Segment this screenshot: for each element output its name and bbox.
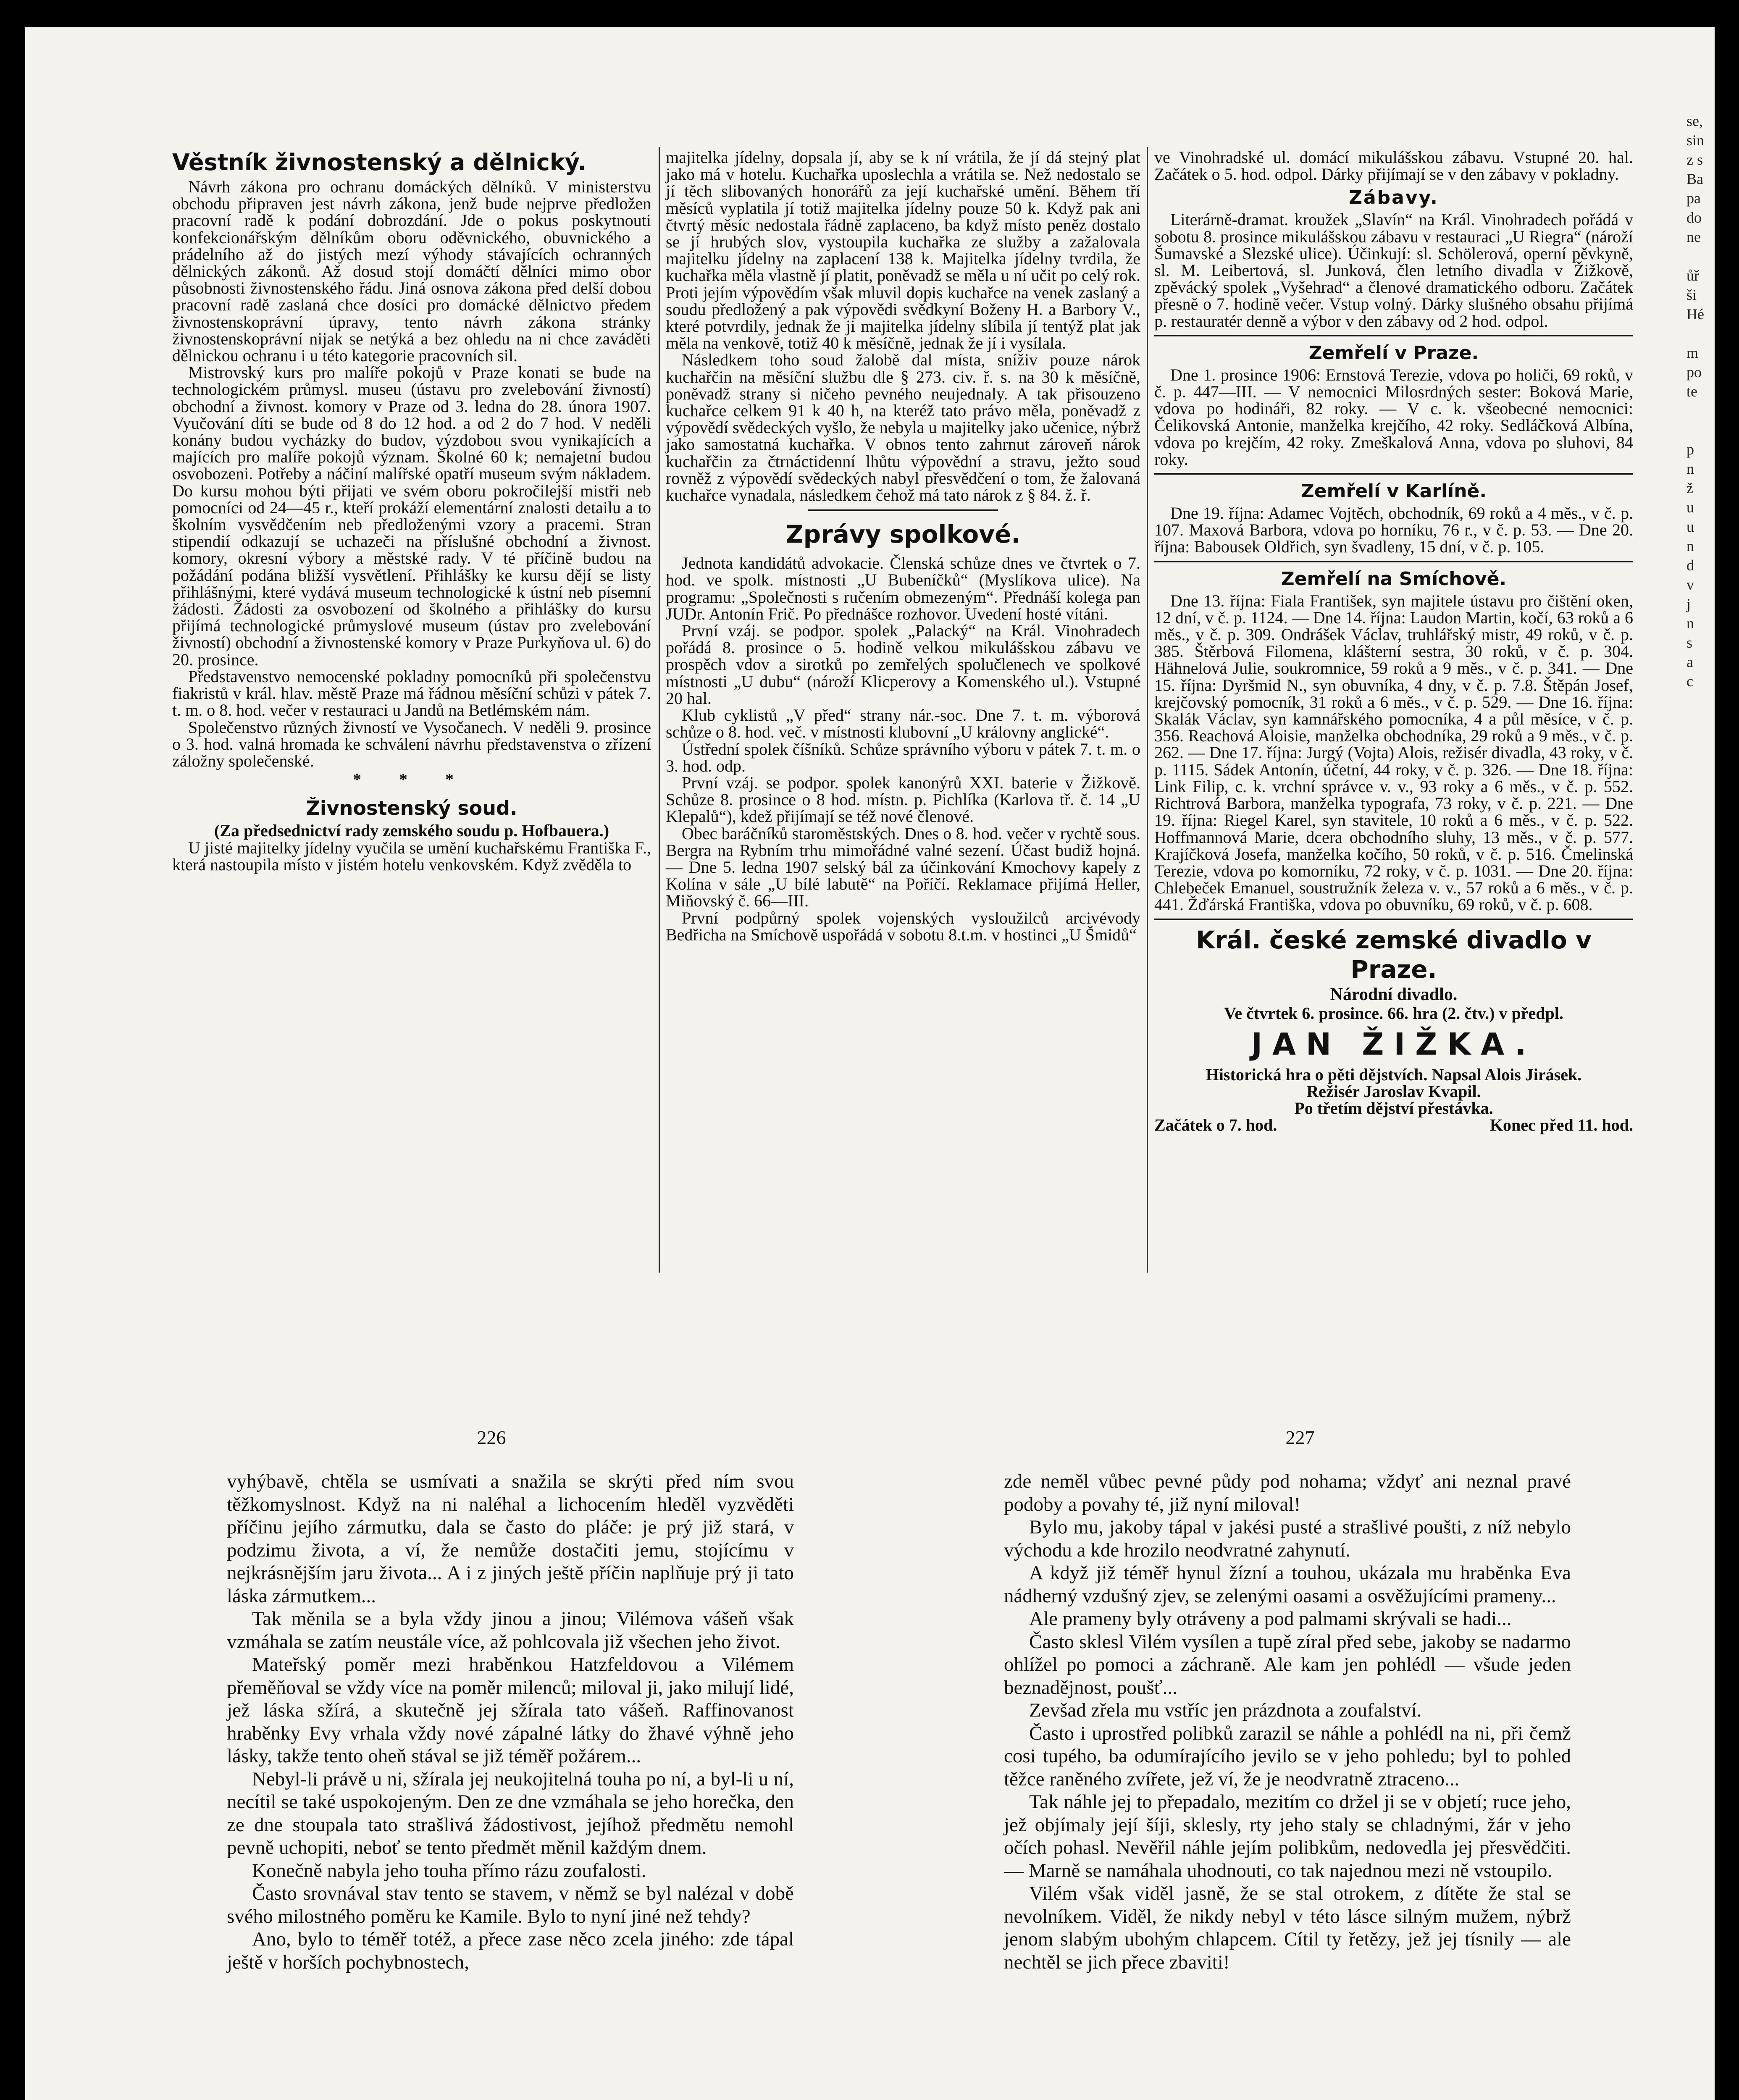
novel-left-paragraph: Nebyl-li právě u ni, sžírala jej neukojitelná touha po ní, a byl-li u ní, necítil se také uspokojeným. Den ze dne vzmáhala se jeho horečka, den ze dne stoupala tato strašlivá žádostivost, jejíhož předmětu nemohl pevně uchopiti, neboť se tento předmět měnil každým dnem. [227,1768,794,1858]
edge-fragment: n [1686,538,1694,554]
club-item-5: První vzáj. se podpor. spolek kanonýrů XXI. baterie v Žižkově. Schůze 8. prosince o 8 hod. místn. p. Pichlíka (Karlova tř. č. 14 „U Klepalů“), kdež přijímají se též nové členové. [666,773,1140,826]
edge-fragment: u [1686,518,1694,535]
edge-fragment: Hé [1686,306,1704,323]
section-heading-soud: Živnostenský soud. [306,797,517,820]
edge-fragment: ž [1686,480,1693,496]
edge-fragment: sin [1686,132,1705,149]
column-2 [666,149,1140,943]
novel-right-paragraph: Zevšad zřela mu vstříc jen prázdnota a zoufalství. [1029,1699,1422,1721]
edge-fragment: Ba [1686,171,1703,187]
novel-right-paragraph: Vilém však viděl jasně, že se stal otrokem, z dítěte že stal se nevolníkem. Viděl, že nikdy nebyl v této lásce silným mužem, nýbrž jenom slabým ubohým chlapcem. Cítil ty řetězy, jež jej tísnily — ale nechtěl se jich přece zbaviti! [1004,1882,1571,1973]
column-3 [1154,149,1633,1134]
club-item-7-continued: ve Vinohradské ul. domácí mikulášskou zábavu. Vstupné 20. hal. Začátek o 5. hod. odpol. Dárky přijímají se v den zábavy v pokladny. [1154,148,1633,184]
article-predstavenstvo: Představenstvo nemocenské pokladny pomocníků při společenstvu fiakristů v král. hlav. městě Praze má řádnou měsíční schůzi v pátek 7. t. m. o 8. hod. večer v restauraci u Jandů na Betlémském nám. [172,667,651,720]
novel-page-left [227,1470,794,1974]
edge-fragment: n [1686,615,1694,632]
section-heading-vestnik: Věstník živnostenský a dělnický. [172,149,586,176]
edge-fragment: j [1686,596,1691,612]
edge-fragment: m [1686,344,1699,361]
section-rule [1154,473,1633,475]
novel-right-paragraph: zde neměl vůbec pevné půdy pod nohama; vždyť ani neznal pravé podoby a povahy té, již nyní miloval! [1004,1470,1571,1515]
edge-fragment: ůř [1686,267,1699,284]
edge-fragment: ne [1686,228,1701,245]
deaths-praha-text: Dne 1. prosince 1906: Ernstová Terezie, vdova po holiči, 69 roků, v č. p. 447—III. — V nemocnici Milosrdných sester: Boková Marie, vdova po hodináři, 82 roky. — V c. k. všeobecné nemocnici: Čelikovská Antonie, manželka krejčího, 42 roky. Sedláčková Albína, vdova po krejčím, 42 roky. Zmeškalová Anna, vdova po sluhovi, 84 roky. [1154,365,1633,469]
section-heading-zemreli-praha: Zemřelí v Praze. [1308,342,1479,364]
section-heading-zpravy-spolkove: Zprávy spolkové. [785,520,1021,549]
theatre-date: Ve čtvrtek 6. prosince. 66. hra (2. čtv.) v předpl. [1224,1003,1563,1023]
club-item-4: Ústřední spolek číšníků. Schůze správního výboru v pátek 7. t. m. o 3. hod. odp. [666,739,1140,775]
novel-left-paragraph: Často srovnával stav tento se stavem, v němž se byl nalézal v době svého milostného poměru ke Kamile. Bylo to nyní jiné než tehdy? [227,1882,794,1927]
edge-fragment [1686,401,1715,420]
edge-fragment [1686,247,1715,266]
section-stars: * * * [353,770,470,789]
club-item-6: Obec baráčníků staroměstských. Dnes o 8. hod. večer v rychtě sous. Bergra na Rybním trhu mimořádné valné sezení. Účast budiž hojná. — Dne 5. ledna 1907 selský bál za účinkování Kmochovy kapely z Kolína v sále „U bílé labutě“ na Poříčí. Reklamace přijímá Heller, Miňovský č. 66—III. [666,824,1140,911]
edge-fragment [1686,420,1715,440]
column-1 [172,149,651,873]
edge-fragment: z s [1686,151,1703,168]
edge-fragment: u [1686,499,1694,516]
section-heading-zabavy: Zábavy. [1349,187,1439,209]
play-end: Konec před 11. hod. [1489,1116,1633,1135]
play-times [1154,1117,1633,1134]
zabavy-text: Literárně-dramat. kroužek „Slavín“ na Král. Vinohradech pořádá v sobotu 8. prosince mikulášskou zábavu v restauraci „U Riegra“ (nároží Šumavské a Slezské ulice). Účinkují: sl. Schölerová, operní pěvkyně, sl. M. Leibertová, sl. Junková, člen letního divadla v Žižkově, zpěvácký spolek „Vyšehrad“ a členové dramatického odboru. Začátek přesně o 7. hodině večer. Vstup volný. Dárky slušného obsahu přijímá p. restauratér denně a výbor v den zábavy od 2 hod. odpol. [1154,210,1633,331]
edge-fragment: te [1686,383,1697,400]
edge-fragment: d [1686,557,1694,574]
adjacent-page-edge [1686,111,1715,690]
play-title: JAN ŽIŽKA. [1251,1026,1537,1062]
section-heading-zemreli-karlin: Zemřelí v Karlíně. [1300,480,1487,502]
court-verdict: Následkem toho soud žalobě dal místa, sníživ pouze nárok kuchařčin na měsíční službu dle § 273. civ. ř. s. na 30 k měsíčně, poněvadž strany si ničeho pevného neujednaly. A tak přisouzeno kuchařce celkem 91 k 40 h, na kteréž tato právo měla, poněvadž z výpovědí svědeckých vyšlo, že nebyla u majitelky jako učenice, nýbrž jako samostatná kuchařka. V obnos tento zahrnut zároveň nárok kuchařčin za čtrnáctidenní lhůtu výpovědní a stravu, ježto soud rovněž z výpovědí svědeckých nabyl přesvědčení o tom, že žalovaná kuchařce vynadala, následkem čehož má tato nárok z § 84. ž. ř. [666,350,1140,505]
theatre-subtitle: Národní divadlo. [1330,984,1458,1004]
edge-fragment: p [1686,441,1694,458]
novel-right-paragraph: Ale prameny byly otráveny a pod palmami skrývali se hadi... [1029,1608,1512,1630]
court-subtitle: (Za předsednictví rady zemského soudu p. Hofbauera.) [214,821,609,840]
edge-fragment [1686,324,1715,343]
edge-fragment: v [1686,576,1694,593]
article-mistrovsky-kurs: Mistrovský kurs pro malíře pokojů v Praze konati se bude na technologickém průmysl. museu (ústavu pro zvelebování živností) obchodní a živnost. komory v Praze od 3. ledna do 28. února 1907. Vyučování díti se bude od 8 do 12 hod. a od 2 do 7 hod. V neděli konány budou vycházky do budov, výzdobou svou vynikajících a majících pro malíře pokojů význam. Školné 60 k; nemajetní budou osvobozeni. Potřeby a náčiní malířské opatří museum svým nákladem. Do kursu mohou býti přijati ve svém oboru pokročilejší mistři neb pomocníci od 24—45 r., kteří prokáží elementární znalosti detailu a to školním vysvědčením neb předloženými vzory a pracemi. Stran stipendií odkazují se uchazeči na příslušné obchodní a živnost. komory, okresní výbory a městské rady. V té příčině budou na požádání podána bližší vysvětlení. Přihlášky ke kursu dějí se listy přihlášnými, které vydává museum technologické k ústní neb písemní žádosti. Žádosti za osvobození od školného a přihlášky do kursu přijímá technologické průmyslové museum (ústav pro zvelebování živností) obchodní a živnostenské komory v Praze Purkyňova ul. 6) do 20. prosince. [172,363,651,669]
play-intermission: Po třetím dějství přestávka. [1294,1099,1493,1118]
novel-left-paragraph: Mateřský poměr mezi hraběnkou Hatzfeldovou a Vilémem přeměňoval se vždy více na poměr milenců; miloval ji, jako milují lidé, jež láska sžírá, a skutečně jej sžírala tato vášeň. Raffinovanost hraběnky Evy vrhala vždy nové zápalné látky do žhavé výhně jeho lásky, takže tento oheň stával se již téměř požárem... [227,1654,794,1767]
section-rule [1154,561,1633,562]
edge-fragment: do [1686,209,1702,226]
court-text-continued: majitelka jídelny, dopsala jí, aby se k ní vrátila, že jí dá stejný plat jako má v hotelu. Kuchařka uposlechla a vrátila se. Než nedostalo se jí těch slibovaných honorářů za její kuchařské umění. Během tří měsíců vyplatila jí totiž majitelka jídelny pouze 50 k. Když pak ani čtvrtý měsíc nedostala řádně zaplaceno, ba když místo peněz dostalo se jí hrubých slov, vystoupila kuchařka ze služby a zažalovala majitelku jídelny na zaplacení 138 k. Majitelka jídelny tvrdila, že kuchařka měla vlastně jí platit, poněvadž se měla u ní učit po celý rok. Proti jejím výpovědím však mluvil dopis kuchařce na venek zaslaný a soudu předložený a pak výpovědi svědkyní Boženy H. a Barbory V., které potvrdily, jednak že ji majitelka jídelny slíbila jí tentýž plat jak měla na venkově, totiž 40 k měsíčně, jednak že jí i vysílala. [666,148,1140,353]
scan-border-right [1715,0,1739,2100]
column-separator [1147,147,1148,1273]
play-director: Režisér Jaroslav Kvapil. [1306,1082,1481,1101]
edge-fragment: s [1686,634,1693,651]
edge-fragment: n [1686,460,1694,477]
novel-right-paragraph: Tak náhle jej to přepadalo, mezitím co držel ji se v objetí; ruce jeho, jež objímaly její šíji, sklesly, rty jeho staly se chladnými, žár v jeho očích pohasl. Nevěřil náhle jejím polibkům, nedovedla jej přesvědčiti. — Marně se namáhala uhodnouti, co tak najednou mezi ně vstoupilo. [1004,1791,1571,1882]
edge-fragment: ši [1686,286,1697,303]
novel-left-paragraph: vyhýbavě, chtěla se usmívati a snažila se skrýti před ním svou těžkomyslnost. Když na ni naléhal a lichocením hleděl vyzvěděti příčinu jejího zármutku, dala se často do pláče: je prý již stará, v podzimu života, a ví, že nemůže dostačiti jemu, stojícímu v nejkrásnějším jaru života... A i z jiných ještě příčin naplňuje prý ji tato láska zármutkem... [227,1470,794,1607]
novel-right-paragraph: Často sklesl Vilém vysílen a tupě zíral před sebe, jakoby se nadarmo ohlížel po pomoci a záchraně. Ale kam jen pohlédl — všude jeden beznadějnost, poušť... [1004,1630,1571,1698]
edge-fragment: c [1686,673,1693,690]
club-item-2: První vzáj. se podpor. spolek „Palacký“ na Král. Vinohradech pořádá 8. prosince o 5. hodině velkou mikulášskou zábavu ve prospěch vdov a sirotků po zemřelých spolučlenech ve spolkové místnosti „U dubu“ (nároží Klicperovy a Komenského ul.). Vstupné 20 hal. [666,621,1140,708]
edge-fragment: po [1686,364,1702,381]
novel-left-paragraph: Konečně nabyla jeho touha přímo rázu zoufalosti. [252,1859,646,1882]
section-rule [1154,919,1633,920]
novel-right-paragraph: Často i uprostřed polibků zarazil se náhle a pohlédl na ni, při čemž cosi tupého, ba odumírajícího jevilo se v jeho pohledu; byl to pohled těžce raněného zvířete, jež ví, že je neodvratně ztraceno... [1004,1722,1571,1790]
edge-fragment: pa [1686,190,1701,207]
club-item-3: Klub cyklistů „V před“ strany nár.-soc. Dne 7. t. m. výborová schůze o 8. hod. več. v místnosti klubovní „U královny anglické“. [666,706,1140,742]
court-text: U jisté majitelky jídelny vyučila se umění kuchařskému Františka F., která nastoupila místo v jistém hotelu venkovském. Když zvěděla to [172,838,651,874]
novel-left-paragraph: Tak měnila se a byla vždy jinou a jinou; Vilémova vášeň však vzmáhala se zatím neustále více, až pohlcovala již všechen jeho život. [227,1608,794,1653]
column-separator [659,147,660,1273]
edge-fragment: se, [1686,113,1703,129]
section-divider [808,509,998,511]
section-rule [1154,335,1633,336]
novel-right-paragraph: Bylo mu, jakoby tápal v jakési pusté a strašlivé poušti, z níž nebylo východu a kde hrozilo neodvratné zahynutí. [1004,1516,1571,1561]
page-number-left: 226 [477,1427,506,1448]
scan-border-top [0,0,1739,27]
theatre-title: Král. české zemské divadlo v Praze. [1196,925,1592,984]
deaths-smichov-text: Dne 13. října: Fiala František, syn majitele ústavu pro čištění oken, 12 dní, v č. p. 1124. — Dne 14. října: Laudon Martin, kočí, 63 roků a 6 měs., v č. p. 309. Ondrášek Václav, truhlářský mistr, 49 roků, v č. p. 385. Štěrbová Filomena, klášterní sestra, 30 roků, v č. p. 304. Hähnelová Julie, soukromnice, 59 roků a 9 měs., v č. p. 341. — Dne 15. října: Dyršmid N., syn obuvníka, 4 dny, v č. p. 7.8. Štěpán Josef, krejčovský pomocník, 31 roků a 6 měs., v č. p. 529. — Dne 16. října: Skalák Václav, syn kamnářského pomocníka, 4 a půl měsíce, v č. p. 356. Reachová Aloisie, manželka obchodníka, 29 roků a 9 měs., v č. p. 262. — Dne 17. října: Jurgý (Vojta) Alois, režisér divadla, 43 roky, v č. p. 1115. Sádek Antonín, účetní, 44 roky, v č. p. 326. — Dne 18. října: Link Filip, c. k. vrchní správce v. v., 93 roky a 6 měs., v č. p. 552. Richtrová Barbora, manželka typografa, 73 roky, v č. p. 221. — Dne 19. října: Riegel Karel, syn stavitele, 10 roků a 6 měs., v č. p. 522. Hoffmannová Marie, dcera obchodního sluhy, 13 měs., v č. p. 577. Krajíčková Josefa, manželka kočího, 50 roků, v č. p. 516. Čmelinská Terezie, vdova po komorníku, 72 roky, v č. p. 1031. — Dne 20. října: Chlebeček Emanuel, soustružník železa v. v., 57 roků a 6 měs., v č. p. 441. Žďárská Františka, vdova po obuvníku, 69 roků, v č. p. 608. [1154,591,1633,914]
play-start: Začátek o 7. hod. [1154,1116,1277,1135]
novel-left-paragraph: Ano, bylo to téměř totéž, a přece zase něco zcela jiného: zde tápal ještě v horších pochybnostech, [227,1928,794,1973]
novel-page-right [1004,1470,1571,1974]
article-navrh-zakona: Návrh zákona pro ochranu domáckých dělníků. V ministerstvu obchodu připraven jest návrh zákona, jenž bude nejprve předložen pracovní radě k podání dobrozdání. Jde o pokus poskytnouti konfekcionářským dělníkům oboru oděvnického, obuvnického a prádelního až do jistých mezí výhody stávajících ochranných dělnických zákonů. Až dosud stojí domáčtí dělníci mimo obor působnosti živnostenského řádu. Jiná osnova zákona před delší dobou pracovní radě zaslaná chce dosíci pro domácké dělnictvo předem živnostenskoprávní úpravy, tento návrh zákona stránky živnostenskoprávní nijak se netýká a bez ohledu na ni chce zaváděti dělnickou ochranu i u této kategorie pracovních sil. [172,177,651,365]
section-heading-zemreli-smichov: Zemřelí na Smíchově. [1281,568,1507,590]
play-description: Historická hra o pěti dějstvích. Napsal Alois Jirásek. [1206,1065,1582,1084]
club-item-7: První podpůrný spolek vojenských vysloužilců arcivévody Bedřicha na Smíchově uspořádá v sobotu 8.t.m. v hostinci „U Šmidů“ [666,908,1140,944]
scan-border-left [0,0,25,2100]
article-spolecenstvo: Společenstvo různých živností ve Vysočanech. V neděli 9. prosince o 3. hod. valná hromada ke schválení návrhu představenstva o zřízení záložny společenské. [172,717,651,770]
club-item-1: Jednota kandidátů advokacie. Členská schůze dnes ve čtvrtek o 7. hod. ve spolk. místnosti „U Bubeníčků“ (Myslíkova ulice). Na programu: „Společnosti s ručením obmezeným“. Přednáší kolega pan JUDr. Antonín Frič. Po přednášce rozhovor. Uvedení hosté vítáni. [666,554,1140,623]
novel-right-paragraph: A když již téměř hynul žízní a touhou, ukázala mu hraběnka Eva nádherný vzdušný zjev, se zelenými oasami a osvěžujícími prameny... [1004,1562,1571,1607]
deaths-karlin-text: Dne 19. října: Adamec Vojtěch, obchodník, 69 roků a 4 měs., v č. p. 107. Maxová Barbora, vdova po horníku, 76 r., v č. p. 53. — Dne 20. října: Babousek Oldřich, syn švadleny, 15 dní, v č. p. 105. [1154,504,1633,556]
page-number-right: 227 [1285,1427,1315,1448]
edge-fragment: a [1686,654,1693,670]
